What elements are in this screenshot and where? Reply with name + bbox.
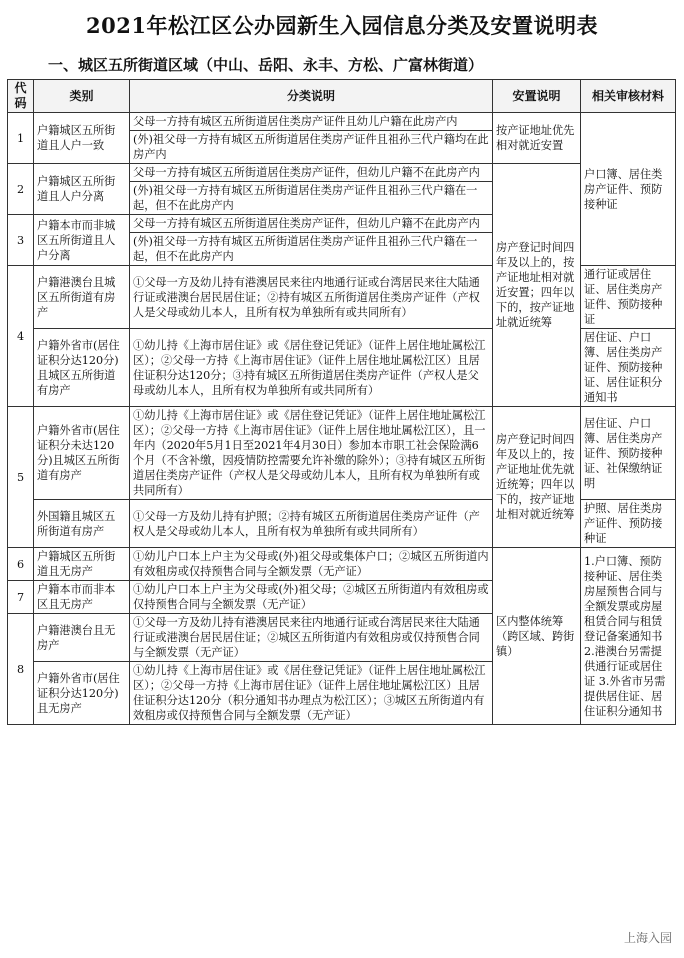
row-category: 户籍城区五所街道且人户一致 xyxy=(34,113,130,164)
placement-cell: 房产登记时间四年及以上的，按产证地址相对就近安置；四年以下的，按产证地址就近统筹 xyxy=(493,164,581,407)
materials-cell: 户口簿、居住类房产证件、预防接种证 xyxy=(581,113,676,266)
table-row xyxy=(8,407,676,500)
header-category: 类别 xyxy=(34,80,130,113)
row-desc: 父母一方持有城区五所街道居住类房产证件，但幼儿户籍不在此房产内 xyxy=(130,215,493,233)
row-category: 户籍港澳台且无房产 xyxy=(34,614,130,662)
row-code: 7 xyxy=(8,581,34,614)
section-subtitle: 一、城区五所街道区域（中山、岳阳、永丰、方松、广富林街道） xyxy=(48,56,484,74)
row-desc: 父母一方持有城区五所街道居住类房产证件，但幼儿户籍不在此房产内 xyxy=(130,164,493,182)
row-desc: ①幼儿持《上海市居住证》或《居住登记凭证》（证件上居住地址属松江区）；②父母一方持《上海市居住证》（证件上居住地址属松江区）且居住证积分达120分；③持有城区五所街道居住类房产证件（产权人是父母或幼儿本人，且所有权为单独所有或共同所有） xyxy=(130,329,493,407)
header-desc: 分类说明 xyxy=(130,80,493,113)
row-desc: ①幼儿持《上海市居住证》或《居住登记凭证》（证件上居住地址属松江区）；②父母一方持《上海市居住证》（证件上居住地址属松江区），且一年内（2020年5月1日至2021年4月30日）参加本市职工社会保险满6个月（不含补缴，因疫情防控需要允许补缴的除外）；③持有城区五所街道居住类房产证件（产权人是父母或幼儿本人，且所有权为单独所有或共同所有） xyxy=(130,407,493,500)
materials-cell: 护照、居住类房产证件、预防接种证 xyxy=(581,500,676,548)
row-desc: ①父母一方及幼儿持有护照；②持有城区五所街道居住类房产证件（产权人是父母或幼儿本人，且所有权为单独所有或共同所有） xyxy=(130,500,493,548)
placement-cell: 房产登记时间四年及以上的，按产证地址优先就近统筹；四年以下的，按产证地址相对就近统筹 xyxy=(493,407,581,548)
row-category: 户籍港澳台且城区五所街道有房产 xyxy=(34,266,130,329)
row-desc: ①幼儿户口本上户主为父母或(外)祖父母；②城区五所街道内有效租房或仅持预售合同与全额发票（无产证） xyxy=(130,581,493,614)
row-code: 3 xyxy=(8,215,34,266)
row-desc: ①父母一方及幼儿持有港澳居民来往内地通行证或台湾居民来往大陆通行证或港澳台居民居住证；②城区五所街道内有效租房或仅持预售合同与全额发票（无产证） xyxy=(130,614,493,662)
row-code: 1 xyxy=(8,113,34,164)
materials-cell: 居住证、户口簿、居住类房产证件、预防接种证、居住证积分通知书 xyxy=(581,329,676,407)
row-desc: (外)祖父母一方持有城区五所街道居住类房产证件且祖孙三代户籍在一起，但不在此房产内 xyxy=(130,182,493,215)
row-category: 户籍外省市(居住证积分未达120分)且城区五所街道有房产 xyxy=(34,407,130,500)
placement-cell: 按产证地址优先相对就近安置 xyxy=(493,113,581,164)
placement-cell: 区内整体统筹（跨区域、跨街镇） xyxy=(493,548,581,725)
row-desc: (外)祖父母一方持有城区五所街道居住类房产证件且祖孙三代户籍在一起，但不在此房产内 xyxy=(130,233,493,266)
header-code: 代码 xyxy=(8,80,34,113)
row-category: 户籍城区五所街道且无房产 xyxy=(34,548,130,581)
row-desc: (外)祖父母一方持有城区五所街道居住类房产证件且祖孙三代户籍均在此房产内 xyxy=(130,131,493,164)
watermark: 上海入园 xyxy=(623,931,672,945)
row-desc: ①父母一方及幼儿持有港澳居民来往内地通行证或台湾居民来往大陆通行证或港澳台居民居住证；②持有城区五所街道居住类房产证件（产权人是父母或幼儿本人，且所有权为单独所有或共同所有） xyxy=(130,266,493,329)
enrollment-table xyxy=(7,79,676,725)
table-row xyxy=(8,113,676,131)
row-desc: ①幼儿户口本上户主为父母或(外)祖父母或集体户口；②城区五所街道内有效租房或仅持预售合同与全额发票（无产证） xyxy=(130,548,493,581)
row-desc: 父母一方持有城区五所街道居住类房产证件且幼儿户籍在此房产内 xyxy=(130,113,493,131)
row-category: 户籍城区五所街道且人户分离 xyxy=(34,164,130,215)
page-title: 2021年松江区公办园新生入园信息分类及安置说明表 xyxy=(86,13,598,38)
materials-cell: 1.户口簿、预防接种证、居住类房屋预售合同与全额发票或房屋租赁合同与租赁登记备案通知书 2.港澳台另需提供通行证或居住证 3.外省市另需提供居住证、居住证积分通知书 xyxy=(581,548,676,725)
materials-cell: 居住证、户口簿、居住类房产证件、预防接种证、社保缴纳证明 xyxy=(581,407,676,500)
materials-cell: 通行证或居住证、居住类房产证件、预防接种证 xyxy=(581,266,676,329)
row-code: 6 xyxy=(8,548,34,581)
row-category: 外国籍且城区五所街道有房产 xyxy=(34,500,130,548)
table-row xyxy=(8,548,676,581)
row-category: 户籍外省市(居住证积分达120分)且城区五所街道有房产 xyxy=(34,329,130,407)
table-header-row xyxy=(8,80,676,113)
row-desc: ①幼儿持《上海市居住证》或《居住登记凭证》（证件上居住地址属松江区）；②父母一方持《上海市居住证》（证件上居住地址属松江区）且居住证积分达120分（积分通知书办理点为松江区）；③城区五所街道内有效租房或仅持预售合同与全额发票（无产证） xyxy=(130,662,493,725)
row-code: 4 xyxy=(8,266,34,407)
row-category: 户籍本市而非城区五所街道且人户分离 xyxy=(34,215,130,266)
header-materials: 相关审核材料 xyxy=(581,80,676,113)
row-category: 户籍本市而非本区且无房产 xyxy=(34,581,130,614)
row-code: 2 xyxy=(8,164,34,215)
row-code: 8 xyxy=(8,614,34,725)
header-placement: 安置说明 xyxy=(493,80,581,113)
row-code: 5 xyxy=(8,407,34,548)
row-category: 户籍外省市(居住证积分达120分)且无房产 xyxy=(34,662,130,725)
table-row xyxy=(8,164,676,182)
